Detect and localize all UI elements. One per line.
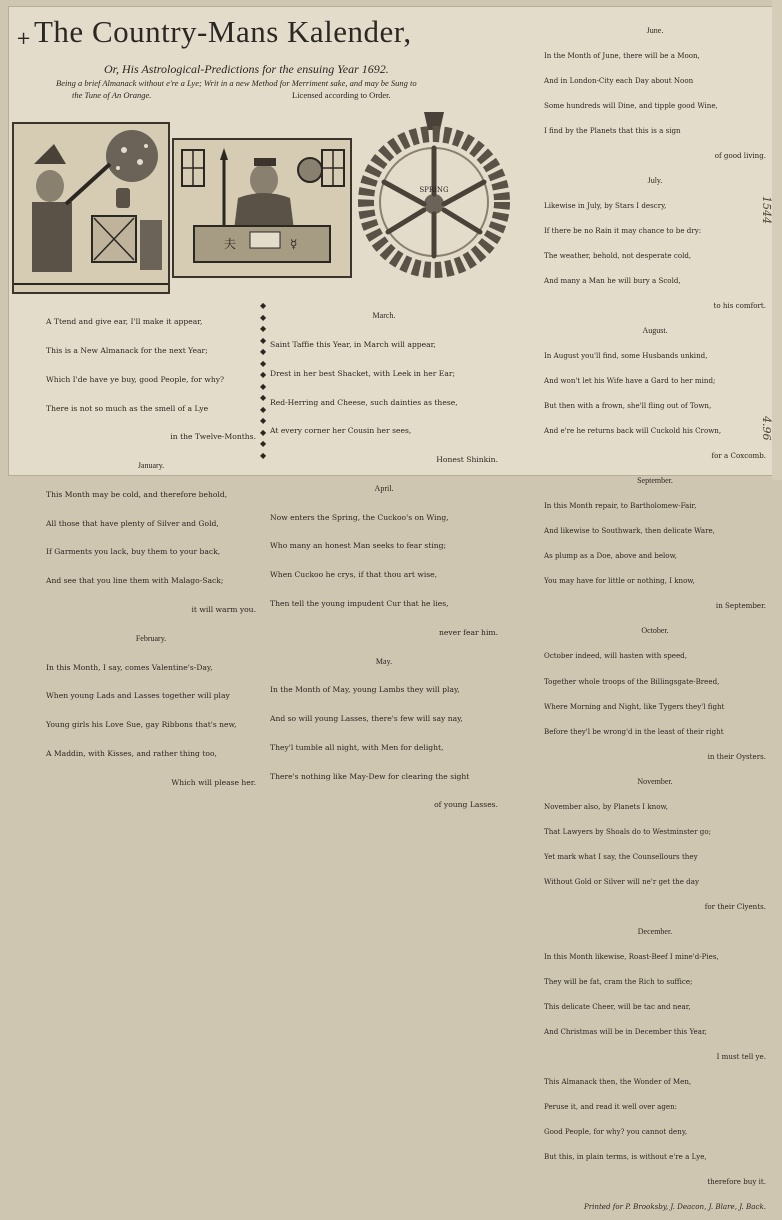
verse-line: Yet mark what I say, the Counsellours they bbox=[544, 851, 698, 861]
verse-line: They will be fat, cram the Rich to suffice; bbox=[544, 976, 693, 986]
verse-line: And won't let his Wife have a Gard to her mind; bbox=[544, 376, 716, 386]
verse-line: for their Clyents. bbox=[704, 901, 766, 911]
verse-line: Where Morning and Night, like Tygers they'l fight bbox=[544, 701, 725, 711]
closing-line: Peruse it, and read it well over agen: bbox=[544, 1102, 678, 1112]
verse-line: That Lawyers by Shoals do to Westminster go; bbox=[544, 826, 711, 836]
verse-line: Who many an honest Man seeks to fear sting; bbox=[270, 541, 447, 551]
woodcut-astrologer bbox=[12, 122, 170, 294]
seal-text: SPRING bbox=[419, 186, 449, 194]
verse-line: Red-Herring and Cheese, such dainties as these, bbox=[270, 397, 458, 407]
verse-line: In the Month of June, there will be a Moon, bbox=[544, 50, 700, 60]
verse-line: In this Month, I say, comes Valentine's-Day, bbox=[46, 662, 213, 672]
verse-line: If Garments you lack, buy them to your back, bbox=[46, 547, 221, 557]
wreath-seal bbox=[360, 108, 508, 278]
verse-line: If there be no Rain it may chance to be dry: bbox=[544, 225, 702, 235]
month-heading-july: July. bbox=[647, 175, 663, 185]
month-heading-june: June. bbox=[646, 25, 664, 35]
intro-line: in the Twelve-Months. bbox=[170, 432, 256, 442]
intro-line: Which I'de have ye buy, good People, for why? bbox=[46, 374, 225, 384]
verse-line: There's nothing like May-Dew for clearing the sight bbox=[270, 771, 470, 781]
verse-line: But then with a frown, she'll fling out of Town, bbox=[544, 401, 712, 411]
month-heading-may: May. bbox=[375, 656, 393, 666]
verse-line: This Month may be cold, and therefore behold, bbox=[46, 489, 228, 499]
verse-line: In August you'll find, some Husbands unkind, bbox=[544, 351, 708, 361]
verse-line: Before they'l be wrong'd in the least of their right bbox=[544, 726, 724, 736]
closing-line: This Almanack then, the Wonder of Men, bbox=[544, 1077, 692, 1086]
verse-line: And many a Man he will bury a Scold, bbox=[544, 276, 681, 285]
closing-line: But this, in plain terms, is without e're a Lye, bbox=[544, 1152, 707, 1162]
verse-line: And in London-City each Day about Noon bbox=[544, 75, 694, 85]
verse-line: Now enters the Spring, the Cuckoo's on Wing, bbox=[270, 512, 449, 522]
verse-line: In this Month likewise, Roast-Beef I mine'd-Pies, bbox=[544, 951, 719, 961]
verse-line: All those that have plenty of Silver and Gold, bbox=[46, 518, 219, 528]
verse-line: Drest in her best Shacket, with Leek in her Ear; bbox=[270, 368, 456, 378]
verse-line: for a Coxcomb. bbox=[711, 451, 766, 461]
verse-line: Young girls his Love Sue, gay Ribbons that's new, bbox=[46, 720, 237, 730]
intro-line: There is not so much as the smell of a Lye bbox=[46, 403, 209, 413]
verse-line: October indeed, will hasten with speed, bbox=[544, 651, 687, 661]
margin-cross-mark: + bbox=[16, 28, 32, 49]
verse-line: November also, by Planets I know, bbox=[544, 801, 668, 811]
verse-line: And so will young Lasses, there's few will say nay, bbox=[270, 714, 463, 724]
verse-line: In this Month repair, to Bartholomew-Fair, bbox=[544, 501, 697, 511]
verse-line: Without Gold or Silver will ne'r get the day bbox=[544, 876, 699, 886]
verse-line: Then tell the young impudent Cur that he lies, bbox=[270, 599, 449, 608]
printer-imprint: Printed for P. Brooksby, J. Deacon, J. Blare, J. Back. bbox=[583, 1202, 766, 1212]
month-heading-april: April. bbox=[374, 483, 394, 493]
column-2 bbox=[270, 292, 498, 820]
month-heading-december: December. bbox=[637, 926, 673, 936]
verse-line: Together whole troops of the Billingsgate-Breed, bbox=[544, 676, 720, 686]
column-1 bbox=[46, 298, 256, 797]
verse-line: And e're he returns back will Cuckold his Crown, bbox=[544, 426, 722, 436]
page-edge bbox=[772, 0, 782, 480]
verse-line: to his comfort. bbox=[713, 301, 766, 311]
ornament-border: ◆ ◆ ◆ ◆ ◆ ◆ ◆ ◆ ◆ ◆ ◆ ◆ ◆ ◆ bbox=[260, 301, 267, 460]
verse-line: of young Lasses. bbox=[434, 800, 498, 810]
verse-line: And Christmas will be in December this Year, bbox=[544, 1026, 707, 1036]
verse-line: it will warm you. bbox=[191, 605, 256, 614]
wreath-illustration bbox=[360, 108, 508, 278]
table-scene-illustration bbox=[174, 140, 350, 276]
astrologer-illustration bbox=[14, 124, 168, 292]
verse-line: never fear him. bbox=[438, 627, 498, 637]
page-title: The Country-Mans Kalender, bbox=[34, 14, 412, 49]
verse-line: When Cuckoo he crys, if that thou art wise, bbox=[270, 570, 438, 580]
verse-line: When young Lads and Lasses together will play bbox=[46, 691, 230, 701]
month-heading-september: September. bbox=[637, 476, 673, 486]
verse-line: And see that you line them with Malago-Sack; bbox=[46, 576, 224, 586]
verse-line: in September. bbox=[715, 601, 766, 611]
verse-line: Which will please her. bbox=[171, 777, 256, 787]
verse-line: Saint Taffie this Year, in March will appear, bbox=[270, 339, 436, 349]
verse-line: Likewise in July, by Stars I descry, bbox=[544, 200, 667, 210]
verse-line: I must tell ye. bbox=[716, 1051, 766, 1061]
verse-line: in their Oysters. bbox=[707, 751, 766, 761]
month-heading-november: November. bbox=[637, 776, 673, 786]
month-heading-october: October. bbox=[641, 626, 669, 636]
verse-line: This delicate Cheer, will be tac and near, bbox=[544, 1001, 691, 1011]
svg-text:夫: 夫 bbox=[224, 237, 237, 251]
verse-line: In the Month of May, young Lambs they will play, bbox=[270, 685, 460, 695]
month-heading-august: August. bbox=[642, 326, 668, 336]
closing-line: therefore buy it. bbox=[707, 1177, 766, 1187]
woodcut-man-at-table bbox=[172, 138, 352, 278]
margin-note-right: 1544 bbox=[760, 196, 773, 224]
month-heading-january: January. bbox=[137, 461, 165, 471]
verse-line: They'l tumble all night, with Men for delight, bbox=[270, 742, 444, 752]
verse-line: As plump as a Doe, above and below, bbox=[544, 551, 678, 561]
closing-line: Good People, for why? you cannot deny, bbox=[544, 1127, 688, 1137]
verse-line: Honest Shinkin. bbox=[436, 455, 498, 465]
column-3 bbox=[544, 10, 766, 1220]
intro-line: This is a New Almanack for the next Year; bbox=[46, 345, 208, 355]
verse-line: The weather, behold, not desperate cold, bbox=[544, 250, 692, 260]
verse-line: At every corner her Cousin her sees, bbox=[270, 426, 412, 436]
verse-line: A Maddin, with Kisses, and rather thing too, bbox=[46, 748, 217, 758]
month-heading-march: March. bbox=[372, 311, 396, 321]
verse-line: I find by the Planets that this is a sign bbox=[544, 125, 681, 135]
verse-line: of good living. bbox=[714, 150, 766, 160]
license-note: Licensed according to Order. bbox=[292, 90, 391, 100]
subtitle: Or, His Astrological-Predictions for the ensuing Year 1692. bbox=[104, 62, 389, 76]
verse-line: Some hundreds will Dine, and tipple good Wine, bbox=[544, 100, 718, 110]
month-heading-february: February. bbox=[135, 633, 167, 643]
intro-line: A Ttend and give ear, I'll make it appear, bbox=[46, 317, 203, 327]
svg-text:☿: ☿ bbox=[290, 237, 298, 251]
margin-note-bottom: 4.96 bbox=[760, 416, 773, 441]
description-line-1: Being a brief Almanack without e're a Lye; Writ in a new Method for Merriment sake, and may be Sung to bbox=[56, 78, 417, 88]
description-line-2: the Tune of An Orange. bbox=[72, 90, 152, 100]
verse-line: You may have for little or nothing, I know, bbox=[544, 576, 695, 586]
verse-line: And likewise to Southwark, then delicate Ware, bbox=[544, 526, 715, 536]
